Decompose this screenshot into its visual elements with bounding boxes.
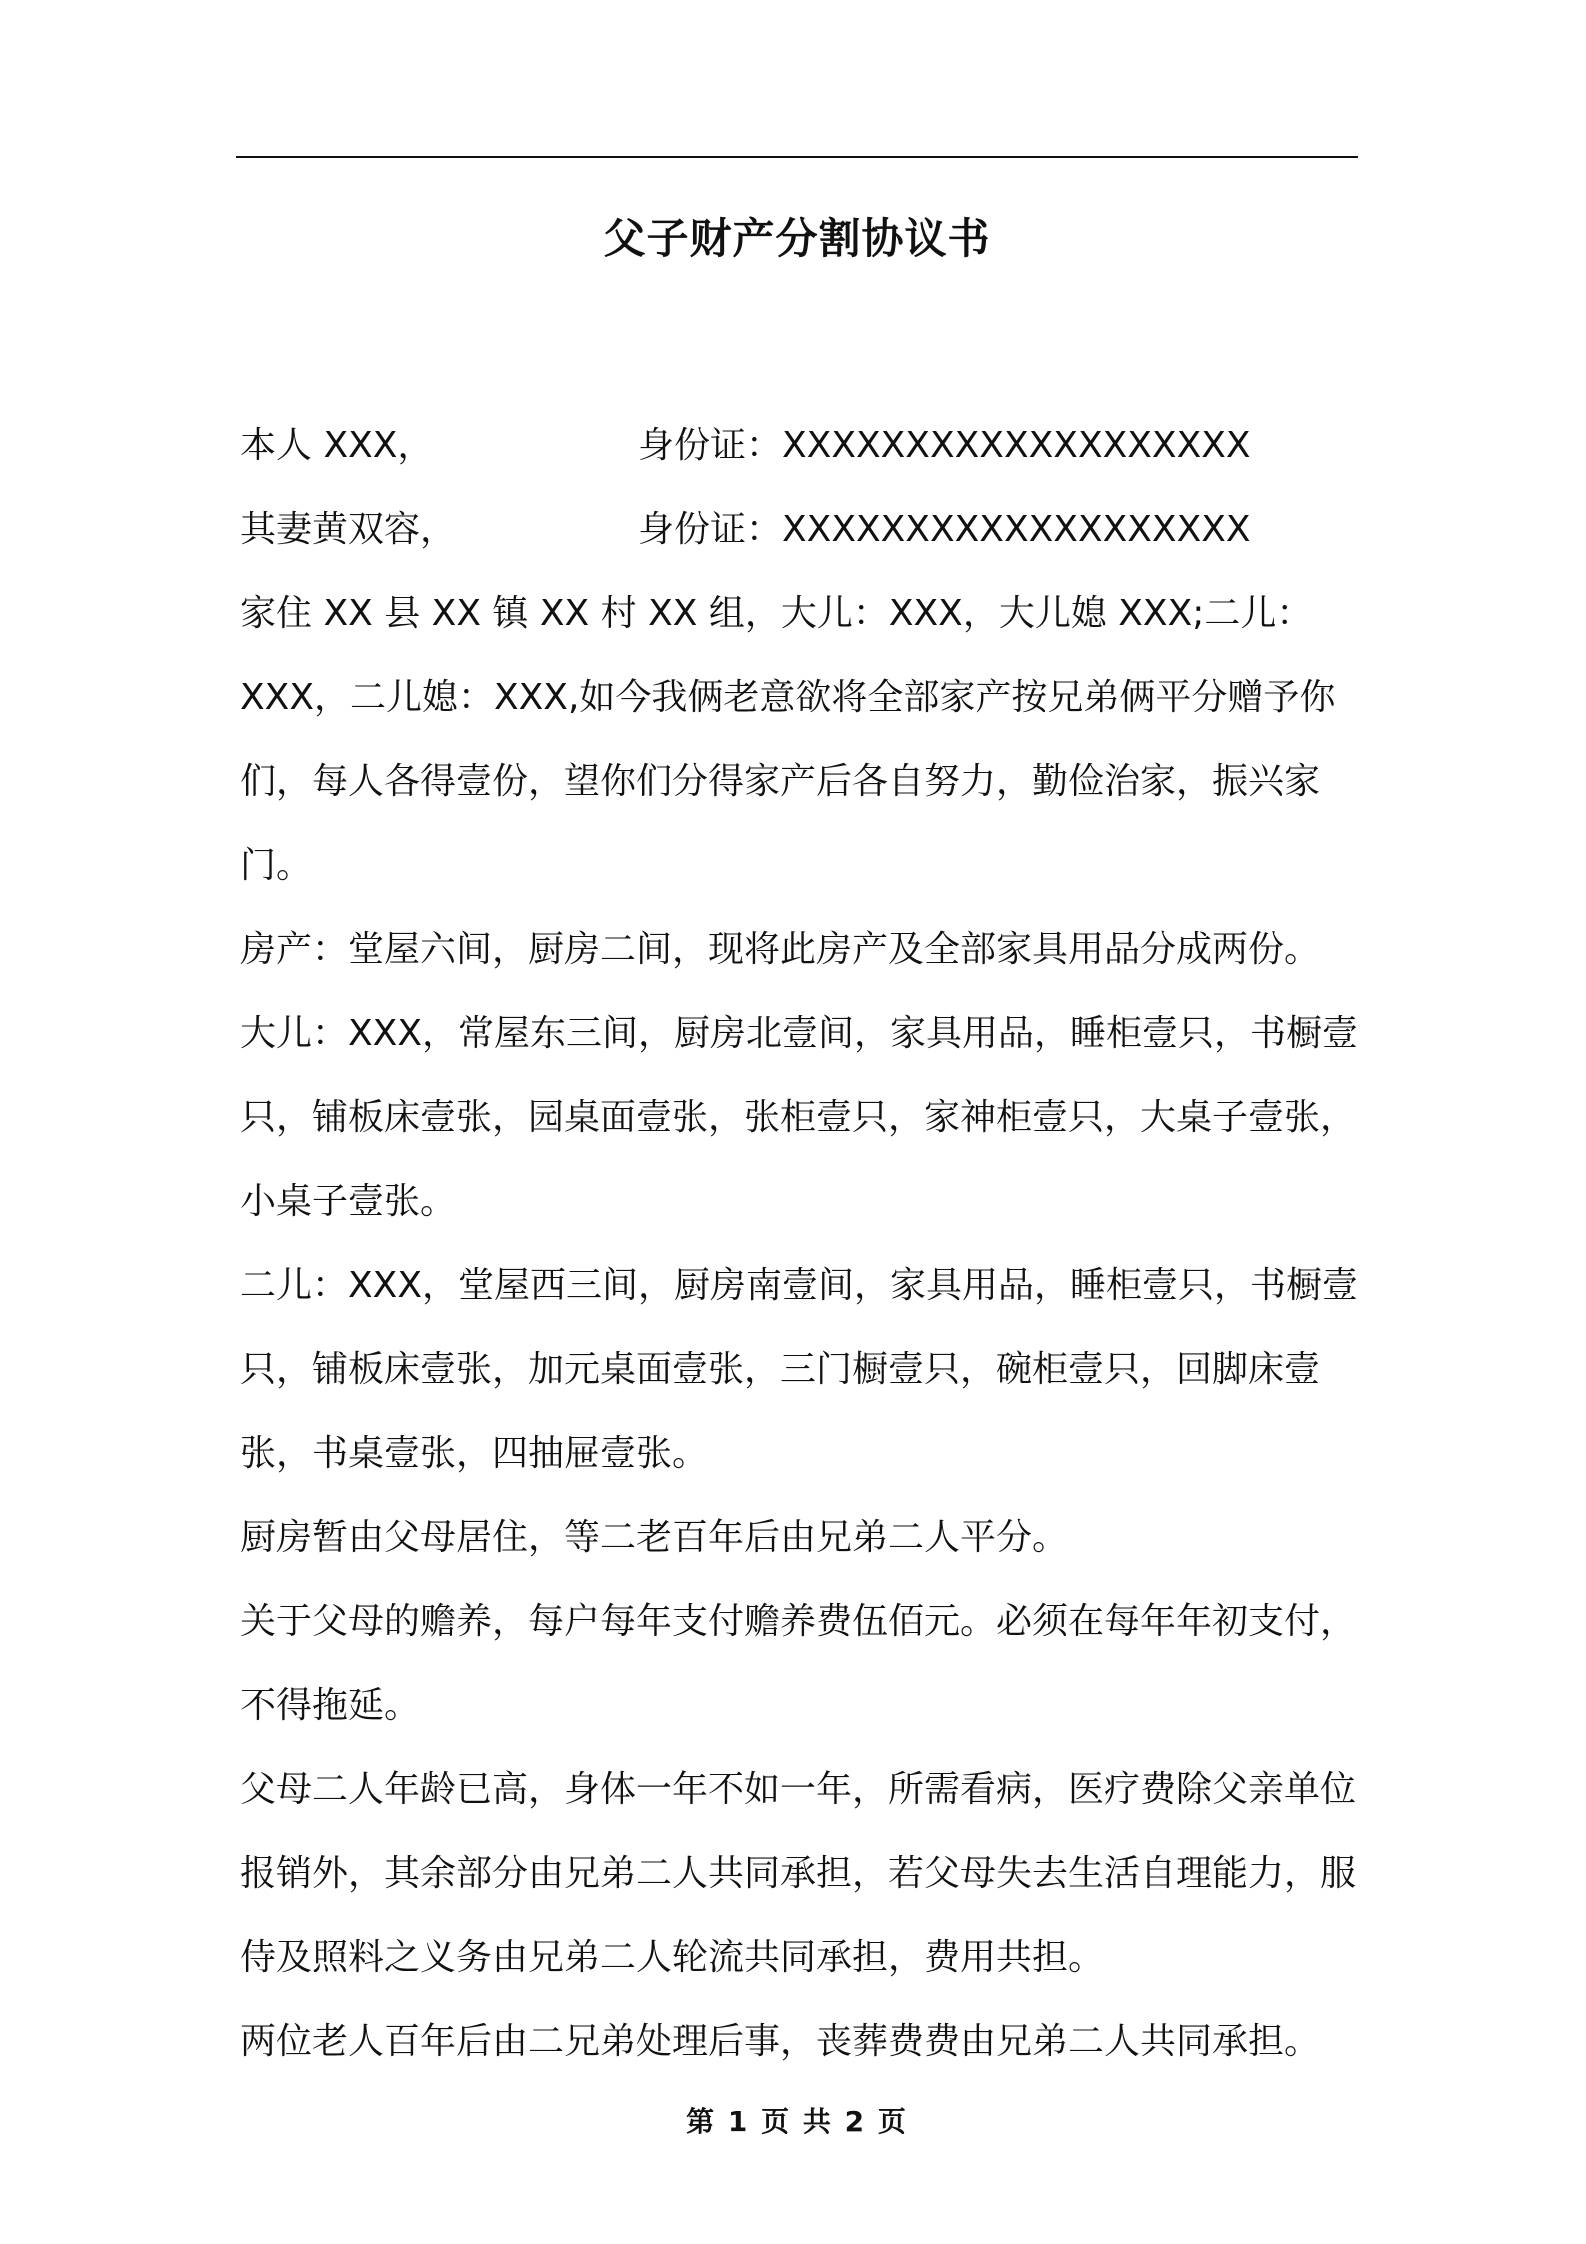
document-body [240, 404, 1358, 2084]
paragraph-residence: 家住 XX 县 XX 镇 XX 村 XX 组，大儿：XXX，大儿媳 XXX;二儿：XXX，二儿媳：XXX,如今我俩老意欲将全部家产按兄弟俩平分赠予你们，每人各得壹份，望你们分得家产后各自努力，勤俭治家，振兴家门。 [240, 593, 1336, 886]
id-number-wife: 身份证：XXXXXXXXXXXXXXXXXXX [638, 509, 1251, 550]
id-row-wife [240, 488, 1358, 572]
id-number-self: 身份证：XXXXXXXXXXXXXXXXXXX [638, 425, 1251, 466]
person-wife: 其妻黄双容， [240, 509, 457, 550]
document-title: 父子财产分割协议书 [603, 214, 991, 263]
paragraph-eldest-son: 大儿：XXX，常屋东三间，厨房北壹间，家具用品，睡柜壹只，书橱壹只，铺板床壹张，园桌面壹张，张柜壹只，家神柜壹只，大桌子壹张，小桌子壹张。 [240, 1013, 1358, 1222]
paragraph-funeral: 两位老人百年后由二兄弟处理后事，丧葬费费由兄弟二人共同承担。 [240, 2021, 1321, 2062]
paragraph-medical: 父母二人年龄已高，身体一年不如一年，所需看病，医疗费除父亲单位报销外，其余部分由兄弟二人共同承担，若父母失去生活自理能力，服侍及照料之义务由兄弟二人轮流共同承担，费用共担。 [240, 1769, 1357, 1978]
paragraph-second-son: 二儿：XXX，堂屋西三间，厨房南壹间，家具用品，睡柜壹只，书橱壹只，铺板床壹张，加元桌面壹张，三门橱壹只，碗柜壹只，回脚床壹张，书桌壹张，四抽屉壹张。 [240, 1265, 1358, 1474]
header-rule [236, 156, 1358, 158]
paragraph-kitchen: 厨房暂由父母居住，等二老百年后由兄弟二人平分。 [240, 1517, 1069, 1558]
page-number: 第 1 页 共 2 页 [686, 2105, 908, 2138]
person-self: 本人 XXX， [240, 425, 434, 466]
id-row-self [240, 404, 1358, 488]
paragraph-property: 房产：堂屋六间，厨房二间，现将此房产及全部家具用品分成两份。 [240, 929, 1321, 970]
paragraph-support: 关于父母的赡养，每户每年支付赡养费伍佰元。必须在每年年初支付，不得拖延。 [240, 1601, 1357, 1726]
